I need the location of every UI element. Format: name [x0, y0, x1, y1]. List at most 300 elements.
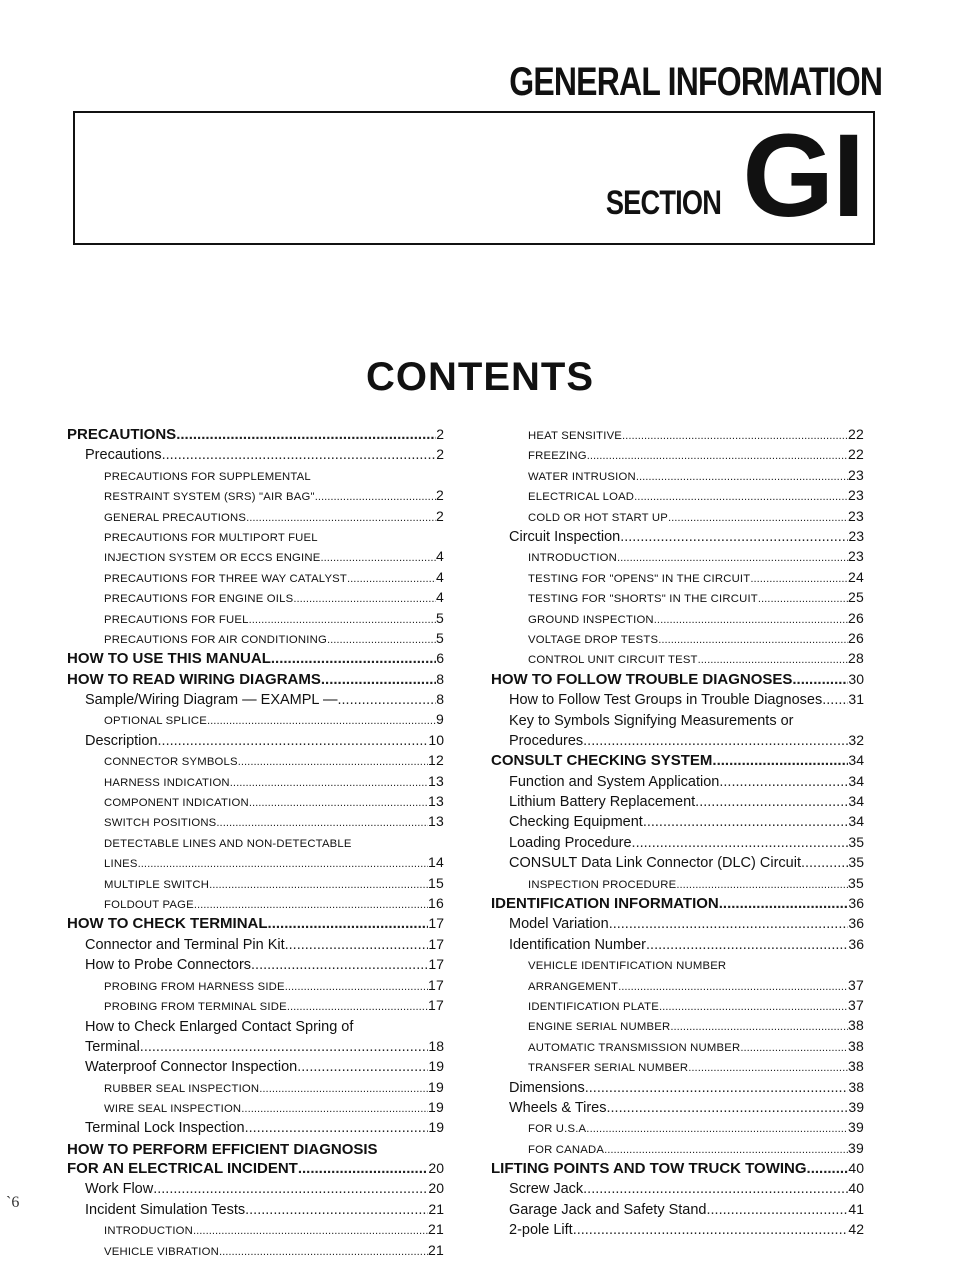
toc-entry[interactable]	[67, 487, 444, 507]
toc-entry-page: 6	[436, 650, 444, 667]
dot-leader	[617, 552, 848, 564]
toc-entry-title: HOW TO USE THIS MANUAL	[67, 650, 271, 668]
toc-entry[interactable]	[67, 569, 444, 589]
toc-entry[interactable]	[491, 487, 864, 507]
toc-entry-title: FOR AN ELECTRICAL INCIDENT	[67, 1160, 298, 1178]
toc-entry[interactable]	[491, 1180, 864, 1200]
toc-entry[interactable]	[67, 711, 444, 731]
toc-entry[interactable]	[67, 875, 444, 895]
toc-entry-title: TESTING FOR "OPENS" IN THE CIRCUIT	[528, 572, 751, 585]
toc-entry[interactable]	[67, 793, 444, 813]
toc-entry-page: 40	[848, 1160, 864, 1177]
toc-entry[interactable]	[491, 1140, 864, 1160]
toc-entry-page: 36	[848, 894, 864, 911]
dot-leader	[643, 814, 849, 830]
toc-entry-page: 32	[848, 731, 864, 748]
dot-leader	[298, 1160, 429, 1177]
toc-entry[interactable]	[67, 854, 444, 874]
toc-entry[interactable]	[491, 1160, 864, 1180]
toc-entry-title: PROBING FROM TERMINAL SIDE	[104, 1000, 287, 1013]
dot-leader	[194, 899, 428, 911]
toc-entry-title: Identification Number	[509, 936, 647, 953]
toc-entry[interactable]	[491, 895, 864, 915]
toc-entry-page: 26	[848, 629, 864, 646]
toc-entry-title: SWITCH POSITIONS	[104, 817, 217, 830]
toc-entry[interactable]	[491, 1038, 864, 1058]
toc-entry-page: 38	[848, 1058, 864, 1075]
toc-entry-page: 21	[428, 1200, 444, 1217]
toc-entry[interactable]	[67, 773, 444, 793]
dot-leader	[658, 634, 848, 646]
dot-leader	[750, 573, 848, 585]
toc-entry-page: 4	[436, 548, 444, 565]
dot-leader	[758, 593, 848, 605]
toc-entry[interactable]	[491, 793, 864, 813]
toc-entry-title: HOW TO PERFORM EFFICIENT DIAGNOSIS	[67, 1140, 378, 1158]
dot-leader	[287, 1001, 428, 1013]
dot-leader	[285, 937, 429, 953]
toc-entry-title: HOW TO CHECK TERMINAL	[67, 915, 268, 933]
toc-entry-page: 16	[428, 894, 444, 911]
toc-entry-page: 19	[428, 1058, 444, 1075]
toc-entry-title: Wheels & Tires	[509, 1099, 607, 1116]
toc-entry-title: How to Probe Connectors	[85, 957, 252, 974]
toc-entry-page: 5	[436, 629, 444, 646]
toc-entry-title: FOR CANADA	[528, 1143, 605, 1156]
toc-entry-page: 2	[436, 446, 444, 463]
toc-entry-title: HARNESS INDICATION	[104, 776, 230, 789]
dot-leader	[801, 855, 848, 871]
toc-entry-title: PRECAUTIONS FOR SUPPLEMENTAL	[104, 470, 311, 483]
toc-entry-title: CONNECTOR SYMBOLS	[104, 756, 238, 769]
dot-leader	[807, 1160, 849, 1177]
toc-entry[interactable]	[67, 956, 444, 976]
dot-leader	[620, 529, 848, 545]
toc-entry-title: Model Variation	[509, 916, 609, 933]
toc-entry[interactable]	[491, 997, 864, 1017]
toc-entry-page: 34	[848, 813, 864, 830]
toc-entry-page: 15	[428, 874, 444, 891]
dot-leader	[271, 650, 436, 667]
toc-entry[interactable]	[491, 752, 864, 772]
toc-entry-title: CONSULT Data Link Connector (DLC) Circuit	[509, 855, 801, 872]
dot-leader	[209, 879, 428, 891]
toc-entry-page: 8	[436, 691, 444, 708]
toc-entry[interactable]	[67, 508, 444, 528]
toc-entry-title: Waterproof Connector Inspection	[85, 1059, 298, 1076]
toc-entry-page: 13	[428, 772, 444, 789]
dot-leader	[207, 715, 436, 727]
dot-leader	[583, 733, 848, 749]
toc-entry-page: 23	[848, 487, 864, 504]
toc-entry[interactable]	[67, 1038, 444, 1058]
toc-entry-title: CONTROL UNIT CIRCUIT TEST	[528, 654, 698, 667]
toc-entry-page: 17	[428, 976, 444, 993]
toc-entry-title: PRECAUTIONS FOR AIR CONDITIONING	[104, 633, 327, 646]
toc-entry-page: 13	[428, 793, 444, 810]
dot-leader	[158, 733, 429, 749]
toc-entry-page: 18	[428, 1037, 444, 1054]
toc-entry[interactable]	[67, 671, 444, 691]
toc-entry[interactable]	[491, 1119, 864, 1139]
toc-entry-title: TESTING FOR "SHORTS" IN THE CIRCUIT	[528, 593, 758, 606]
toc-entry-title: 2-pole Lift	[509, 1222, 573, 1239]
toc-entry-page: 4	[436, 589, 444, 606]
toc-entry-title: Dimensions	[509, 1079, 585, 1096]
toc-entry-title: Function and System Application	[509, 773, 720, 790]
toc-entry-title: Circuit Inspection	[509, 528, 621, 545]
toc-entry[interactable]	[67, 1140, 444, 1160]
toc-entry-page: 9	[436, 711, 444, 728]
dot-leader	[249, 797, 428, 809]
dot-leader	[583, 1181, 848, 1197]
toc-entry-page: 21	[428, 1221, 444, 1238]
toc-entry-page: 36	[848, 935, 864, 952]
toc-entry-page: 13	[428, 813, 444, 830]
toc-entry[interactable]	[67, 997, 444, 1017]
dot-leader	[176, 426, 436, 443]
toc-entry[interactable]	[491, 610, 864, 630]
toc-entry[interactable]	[67, 467, 444, 487]
toc-entry-title: VEHICLE IDENTIFICATION NUMBER	[528, 960, 727, 973]
toc-entry-title: Garage Jack and Safety Stand	[509, 1201, 707, 1218]
toc-entry-page: 17	[428, 956, 444, 973]
toc-entry[interactable]	[491, 589, 864, 609]
toc-entry-page: 34	[848, 793, 864, 810]
dot-leader	[688, 1062, 848, 1074]
toc-entry-page: 19	[428, 1098, 444, 1115]
toc-entry-page: 23	[848, 548, 864, 565]
dot-leader	[822, 692, 848, 708]
dot-leader	[792, 671, 848, 688]
toc-entry-title: VOLTAGE DROP TESTS	[528, 633, 659, 646]
toc-entry-title: WIRE SEAL INSPECTION	[104, 1102, 242, 1115]
toc-entry-page: 36	[848, 915, 864, 932]
toc-entry-page: 2	[436, 487, 444, 504]
contents-heading: CONTENTS	[366, 355, 594, 399]
toc-entry-title: TRANSFER SERIAL NUMBER	[528, 1062, 689, 1075]
toc-entry-title: INSPECTION PROCEDURE	[528, 878, 677, 891]
toc-entry-page: 39	[848, 1119, 864, 1136]
toc-entry[interactable]	[67, 1079, 444, 1099]
dot-leader	[162, 447, 437, 463]
toc-entry-title: FOR U.S.A.	[528, 1123, 590, 1136]
toc-entry[interactable]	[67, 548, 444, 568]
toc-entry-title: PRECAUTIONS FOR FUEL	[104, 613, 249, 626]
toc-entry[interactable]	[67, 936, 444, 956]
dot-leader	[632, 835, 849, 851]
toc-entry-page: 34	[848, 772, 864, 789]
toc-entry-title: IDENTIFICATION PLATE	[528, 1000, 659, 1013]
dot-leader	[609, 916, 849, 932]
dot-leader	[241, 1103, 428, 1115]
toc-entry[interactable]	[67, 1221, 444, 1241]
dot-leader	[138, 858, 428, 870]
toc-entry[interactable]	[491, 977, 864, 997]
toc-entry[interactable]	[491, 1058, 864, 1078]
toc-entry[interactable]	[491, 630, 864, 650]
toc-entry-title: HEAT SENSITIVE	[528, 430, 623, 442]
toc-entry-page: 22	[848, 446, 864, 463]
dot-leader	[259, 1083, 428, 1095]
toc-entry-title: PRECAUTIONS FOR THREE WAY CATALYST	[104, 572, 348, 585]
dot-leader	[347, 573, 436, 585]
toc-entry-title: RUBBER SEAL INSPECTION	[104, 1082, 260, 1095]
dot-leader	[719, 895, 849, 912]
dot-leader	[585, 1080, 849, 1096]
toc-entry-title: FOLDOUT PAGE	[104, 898, 194, 911]
toc-entry[interactable]	[67, 813, 444, 833]
toc-entry[interactable]	[491, 1079, 864, 1099]
dot-leader	[245, 1120, 429, 1136]
toc-entry[interactable]	[67, 1160, 444, 1180]
toc-entry[interactable]	[491, 813, 864, 833]
toc-entry[interactable]	[67, 528, 444, 548]
toc-entry-title: INTRODUCTION	[528, 552, 618, 565]
toc-entry-title: INJECTION SYSTEM OR ECCS ENGINE	[104, 552, 321, 565]
toc-entry[interactable]	[67, 650, 444, 670]
toc-entry[interactable]	[491, 1201, 864, 1221]
toc-entry-page: 39	[848, 1139, 864, 1156]
toc-entry[interactable]	[67, 446, 444, 466]
toc-entry-title: Loading Procedure	[509, 834, 632, 851]
toc-entry-title: PRECAUTIONS FOR ENGINE OILS	[104, 593, 294, 606]
toc-entry[interactable]	[67, 1099, 444, 1119]
toc-entry-title: ELECTRICAL LOAD	[528, 491, 635, 504]
toc-entry-page: 35	[848, 854, 864, 871]
toc-entry-page: 40	[848, 1180, 864, 1197]
toc-entry-title: IDENTIFICATION INFORMATION	[491, 894, 719, 912]
dot-leader	[285, 981, 428, 993]
toc-entry[interactable]	[67, 732, 444, 752]
dot-leader	[216, 817, 428, 829]
toc-entry-page: 23	[848, 466, 864, 483]
toc-entry[interactable]	[491, 569, 864, 589]
toc-entry[interactable]	[491, 1017, 864, 1037]
dot-leader	[140, 1039, 429, 1055]
toc-entry[interactable]	[491, 1099, 864, 1119]
toc-right-column	[491, 426, 864, 1242]
toc-entry-page: 10	[428, 731, 444, 748]
dot-leader	[587, 450, 848, 462]
toc-entry-page: 17	[428, 915, 444, 932]
toc-entry-page: 12	[428, 752, 444, 769]
toc-entry[interactable]	[491, 508, 864, 528]
toc-entry-page: 8	[436, 670, 444, 687]
toc-entry-page: 24	[848, 568, 864, 585]
toc-entry-page: 37	[848, 976, 864, 993]
toc-entry-page: 35	[848, 874, 864, 891]
toc-entry[interactable]	[67, 915, 444, 935]
toc-entry-page: 21	[428, 1241, 444, 1258]
toc-entry[interactable]	[491, 936, 864, 956]
toc-entry-page: 20	[428, 1160, 444, 1177]
dot-leader	[251, 957, 428, 973]
toc-entry-title: Connector and Terminal Pin Kit	[85, 936, 285, 953]
toc-entry-page: 20	[428, 1180, 444, 1197]
toc-entry[interactable]	[491, 426, 864, 446]
toc-entry[interactable]	[67, 895, 444, 915]
toc-entry-page: 2	[436, 507, 444, 524]
toc-entry[interactable]	[491, 1221, 864, 1241]
dot-leader	[607, 1100, 849, 1116]
toc-entry-title: Work Flow	[85, 1181, 154, 1198]
toc-entry[interactable]	[491, 671, 864, 691]
toc-entry-page: 38	[848, 1078, 864, 1095]
toc-entry[interactable]	[67, 610, 444, 630]
toc-entry-title: ENGINE SERIAL NUMBER	[528, 1021, 671, 1034]
toc-entry[interactable]	[67, 1201, 444, 1221]
toc-entry-title: Terminal Lock Inspection	[85, 1120, 245, 1137]
dot-leader	[293, 593, 436, 605]
toc-entry-title: HOW TO READ WIRING DIAGRAMS	[67, 670, 321, 688]
dot-leader	[337, 692, 436, 708]
dot-leader	[646, 937, 848, 953]
toc-entry-page: 37	[848, 996, 864, 1013]
toc-entry-title: AUTOMATIC TRANSMISSION NUMBER	[528, 1041, 741, 1054]
toc-entry-title: FREEZING	[528, 450, 587, 463]
toc-entry-page: 25	[848, 589, 864, 606]
toc-entry-page: 4	[436, 568, 444, 585]
toc-entry-page: 14	[428, 854, 444, 871]
toc-entry-page: 38	[848, 1017, 864, 1034]
toc-entry-title: Lithium Battery Replacement	[509, 794, 696, 811]
toc-entry-page: 30	[848, 670, 864, 687]
toc-entry-page: 35	[848, 833, 864, 850]
dot-leader	[636, 471, 848, 483]
dot-leader	[618, 981, 848, 993]
toc-entry-page: 17	[428, 935, 444, 952]
dot-leader	[153, 1181, 428, 1197]
dot-leader	[238, 756, 428, 768]
toc-entry[interactable]	[491, 650, 864, 670]
toc-entry-title: Procedures	[509, 732, 584, 749]
toc-entry[interactable]	[491, 834, 864, 854]
dot-leader	[246, 512, 436, 524]
dot-leader	[676, 879, 848, 891]
toc-entry[interactable]	[67, 1119, 444, 1139]
toc-entry-title: PRECAUTIONS	[67, 426, 177, 443]
toc-entry-page: 17	[428, 996, 444, 1013]
toc-entry[interactable]	[491, 915, 864, 935]
toc-entry-title: Precautions	[85, 447, 162, 464]
toc-entry[interactable]	[67, 691, 444, 711]
toc-entry-page: 31	[848, 691, 864, 708]
section-code: GI	[742, 110, 863, 242]
dot-leader	[327, 634, 436, 646]
toc-entry-title: OPTIONAL SPLICE	[104, 715, 208, 728]
dot-leader	[230, 777, 428, 789]
dot-leader	[268, 915, 429, 932]
toc-entry[interactable]	[67, 589, 444, 609]
toc-entry-page: 5	[436, 609, 444, 626]
toc-entry[interactable]	[491, 854, 864, 874]
dot-leader	[719, 774, 848, 790]
toc-entry[interactable]	[67, 1242, 444, 1262]
corner-mark: `6	[6, 1194, 20, 1211]
dot-leader	[740, 1042, 848, 1054]
toc-entry-title: CONSULT CHECKING SYSTEM	[491, 752, 713, 770]
dot-leader	[315, 491, 436, 503]
dot-leader	[695, 794, 848, 810]
dot-leader	[320, 552, 436, 564]
toc-entry-title: Terminal	[85, 1038, 140, 1055]
section-title-box	[73, 111, 875, 245]
toc-entry-title: RESTRAINT SYSTEM (SRS) "AIR BAG"	[104, 491, 315, 504]
toc-entry[interactable]	[491, 528, 864, 548]
dot-leader	[297, 1059, 428, 1075]
toc-entry-title: Incident Simulation Tests	[85, 1201, 246, 1218]
toc-entry[interactable]	[67, 426, 444, 446]
toc-entry-page: 28	[848, 650, 864, 667]
dot-leader	[712, 752, 848, 769]
dot-leader	[590, 1123, 848, 1135]
toc-entry[interactable]	[67, 752, 444, 772]
dot-leader	[321, 671, 436, 688]
toc-entry[interactable]	[491, 732, 864, 752]
toc-entry-title: PROBING FROM HARNESS SIDE	[104, 980, 285, 993]
dot-leader	[698, 654, 848, 666]
dot-leader	[604, 1144, 848, 1156]
toc-entry-page: 42	[848, 1221, 864, 1238]
toc-entry[interactable]	[491, 875, 864, 895]
toc-entry-title: PRECAUTIONS FOR MULTIPORT FUEL	[104, 531, 318, 544]
toc-entry[interactable]	[67, 977, 444, 997]
toc-entry-title: ARRANGEMENT	[528, 980, 619, 993]
section-label: SECTION	[605, 184, 721, 222]
toc-entry[interactable]	[491, 956, 864, 976]
toc-entry-title: Key to Symbols Signifying Measurements or	[509, 713, 794, 730]
toc-entry-title: Screw Jack	[509, 1181, 584, 1198]
toc-entry[interactable]	[491, 446, 864, 466]
toc-entry-page: 23	[848, 527, 864, 544]
page-header-title: GENERAL INFORMATION	[509, 60, 882, 104]
toc-entry[interactable]	[67, 1180, 444, 1200]
toc-entry[interactable]	[67, 834, 444, 854]
toc-entry-page: 19	[428, 1119, 444, 1136]
toc-entry-page: 34	[848, 752, 864, 769]
toc-left-column	[67, 426, 444, 1262]
toc-entry-title: HOW TO FOLLOW TROUBLE DIAGNOSES	[491, 670, 793, 688]
toc-entry-page: 41	[848, 1200, 864, 1217]
toc-entry-page: 23	[848, 507, 864, 524]
dot-leader	[707, 1202, 849, 1218]
toc-entry-title: DETECTABLE LINES AND NON-DETECTABLE	[104, 837, 352, 850]
toc-entry[interactable]	[491, 773, 864, 793]
dot-leader	[219, 1246, 428, 1258]
toc-entry-title: VEHICLE VIBRATION	[104, 1245, 219, 1258]
toc-entry-page: 26	[848, 609, 864, 626]
toc-entry[interactable]	[67, 1058, 444, 1078]
dot-leader	[245, 1202, 428, 1218]
toc-entry-title: MULTIPLE SWITCH	[104, 878, 210, 891]
toc-entry[interactable]	[491, 548, 864, 568]
dot-leader	[668, 512, 848, 524]
toc-entry-page: 38	[848, 1037, 864, 1054]
toc-entry-title: GENERAL PRECAUTIONS	[104, 511, 247, 524]
toc-entry-title: How to Follow Test Groups in Trouble Diagnoses	[509, 692, 823, 709]
dot-leader	[659, 1001, 848, 1013]
toc-entry[interactable]	[67, 1017, 444, 1037]
dot-leader	[670, 1021, 848, 1033]
toc-entry-title: Sample/Wiring Diagram — EXAMPL —	[85, 692, 338, 709]
toc-entry[interactable]	[491, 467, 864, 487]
toc-entry-title: Description	[85, 732, 158, 749]
toc-entry[interactable]	[67, 630, 444, 650]
toc-entry[interactable]	[491, 691, 864, 711]
toc-entry[interactable]	[491, 711, 864, 731]
dot-leader	[573, 1222, 849, 1238]
